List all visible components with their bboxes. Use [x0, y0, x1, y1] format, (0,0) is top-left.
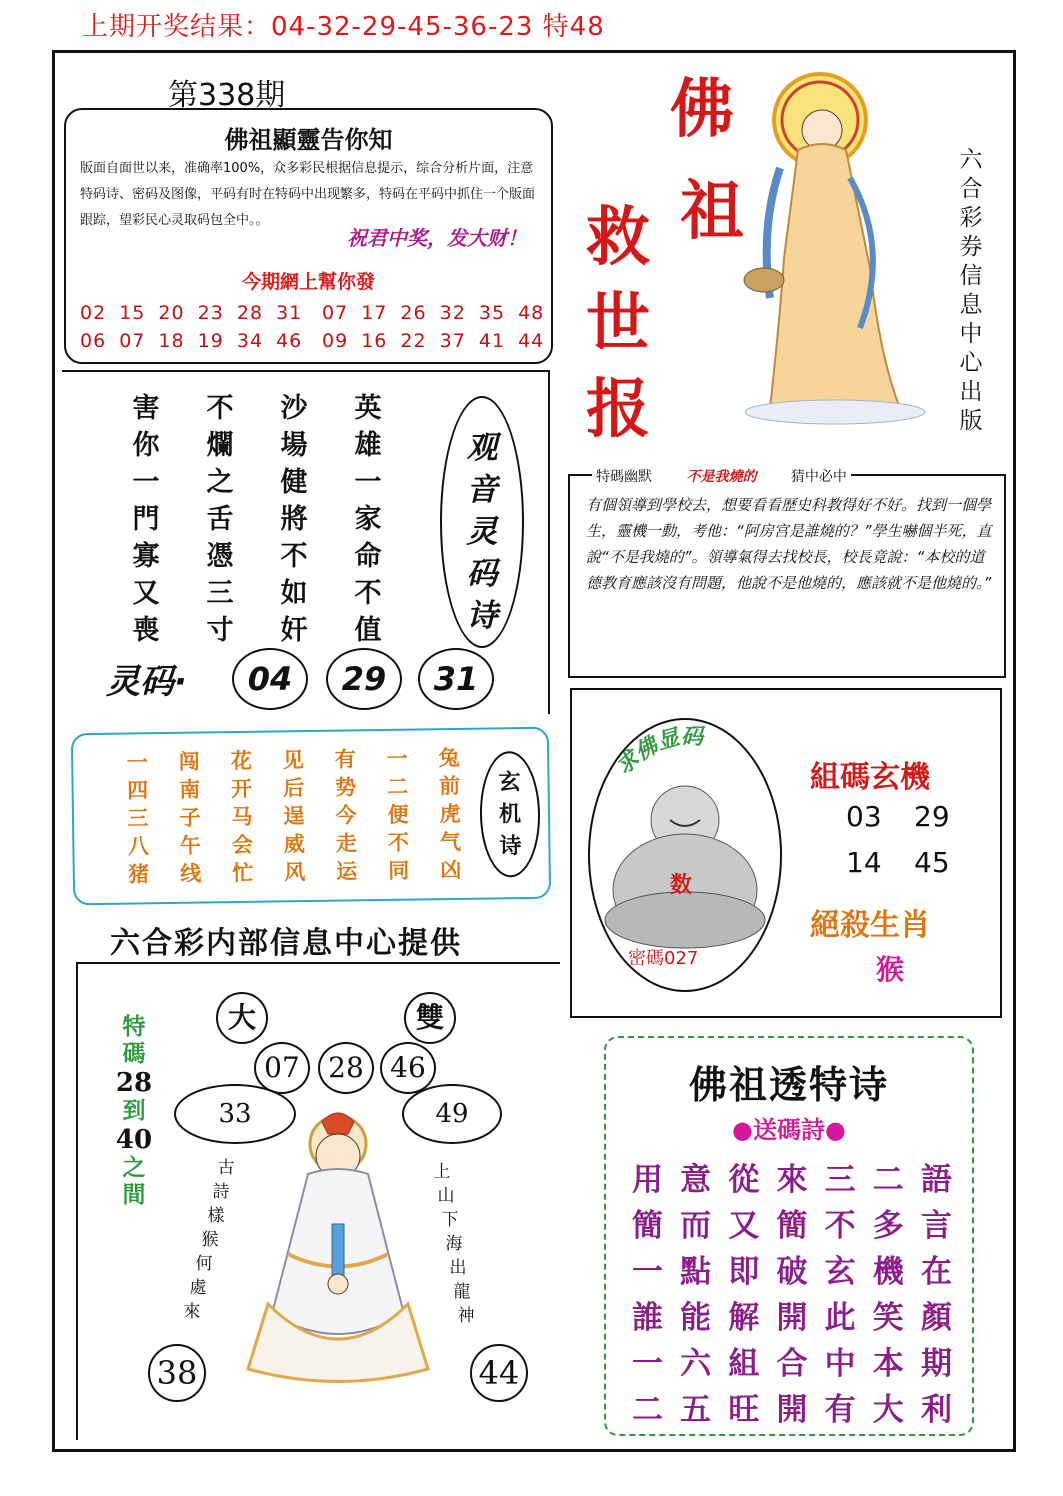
range-char: 28: [115, 1068, 153, 1098]
code-poem-char: 破: [776, 1254, 808, 1290]
xuanji-char: 走: [335, 831, 358, 856]
code-poem-char: 言: [920, 1208, 952, 1244]
verse-char: 古: [217, 1158, 235, 1178]
publisher-char: 息: [959, 292, 983, 318]
xuanji-char: 二: [386, 774, 409, 799]
xuanji-char: 猪: [128, 862, 150, 887]
side-label-char: 诗: [466, 598, 498, 634]
verse-char: 詩: [212, 1182, 230, 1202]
range-char: 到: [122, 1098, 146, 1124]
side-label-char: 码: [466, 556, 498, 592]
lingma-label: 灵码·: [106, 662, 187, 702]
title-char-jiu: 救: [586, 200, 650, 275]
verse-char: 處: [189, 1278, 207, 1298]
range-char: 碼: [122, 1041, 146, 1067]
side-label-char: 观: [466, 430, 498, 466]
code-poem-char: 此: [824, 1300, 856, 1336]
code-poem-char: 六: [680, 1346, 712, 1382]
publisher-char: 心: [959, 350, 983, 376]
poem-char: 英: [354, 393, 382, 424]
humor-box: [568, 469, 1006, 678]
notice-subtitle: 今期網上幫你發: [241, 271, 375, 293]
code-poem-char: 二: [872, 1162, 904, 1198]
code-poem-char: 有: [824, 1392, 856, 1428]
xuanji-char: 便: [387, 802, 409, 827]
code-poem-row: [632, 1338, 952, 1383]
xuanji-column: [327, 743, 365, 883]
verse-char: 猴: [201, 1230, 219, 1250]
corner-number-right: 44: [470, 1344, 528, 1402]
range-char: 間: [122, 1182, 146, 1208]
poem-char: 又: [132, 578, 160, 609]
humor-head-left: 特碼幽默: [596, 469, 652, 485]
code-poem-char: 多: [872, 1208, 904, 1244]
poem-char: 之: [206, 467, 234, 498]
code-poem-char: 合: [776, 1346, 808, 1382]
code-poem-char: 簡: [632, 1208, 663, 1244]
xuanji-char: 气: [439, 829, 462, 855]
range-char: 之: [122, 1155, 146, 1181]
xuanji-char: 后: [282, 776, 305, 801]
number-row-1-left: 02 15 20 23 28 31: [80, 302, 303, 324]
code-poem-row: [632, 1292, 952, 1337]
poem-char: 健: [280, 467, 308, 498]
combo-title: 組碼玄機: [810, 760, 930, 795]
poem-char: 家: [354, 504, 382, 535]
corner-number-left: 38: [148, 1344, 206, 1402]
laughing-buddha-box: [570, 688, 1002, 1018]
poem-char: 雄: [354, 430, 382, 461]
xuanji-column: [171, 745, 209, 885]
xuanji-char: 不: [387, 830, 410, 855]
notice-wish: 祝君中奖，发大财！: [347, 226, 527, 250]
lingma-number: 31: [418, 648, 494, 710]
buddha-oval: [588, 718, 782, 992]
xuanji-column: [431, 742, 469, 882]
code-poem-title: 佛祖透特诗: [688, 1063, 889, 1107]
title-char-shi: 世: [586, 286, 650, 361]
notice-box: [64, 108, 553, 364]
poem-char: 害: [132, 393, 160, 424]
xuanji-char: 一: [386, 746, 408, 771]
code-poem-char: 五: [680, 1392, 712, 1428]
code-poem-char: 中: [824, 1346, 856, 1382]
poem-char: 奸: [280, 615, 308, 646]
xuanji-char: 花: [230, 748, 252, 774]
xuanji-column: [379, 743, 417, 883]
arc-title: 求佛显码: [611, 724, 704, 780]
publisher-char: 合: [959, 176, 983, 202]
code-poem-char: 而: [680, 1208, 712, 1244]
poem-char: 門: [132, 504, 160, 535]
code-poem-row: [632, 1246, 952, 1291]
code-poem-char: 利: [920, 1392, 952, 1428]
code-poem-char: 旺: [728, 1392, 760, 1428]
combo-number: 14: [846, 846, 882, 879]
previous-draw-result: 上期开奖结果：04-32-29-45-36-23 特48: [82, 12, 605, 42]
xuanji-char: 午: [179, 833, 202, 858]
big-label: 大: [216, 992, 268, 1044]
poem-char: 命: [354, 541, 382, 572]
verse-char: 山: [437, 1186, 455, 1206]
verse-char: 神: [457, 1306, 475, 1326]
code-poem-char: 三: [824, 1162, 856, 1198]
verse-char: 海: [445, 1234, 463, 1254]
xuanji-char: 前: [438, 773, 461, 799]
xuanji-char: 见: [282, 748, 304, 773]
humor-head-right: 猜中必中: [790, 469, 847, 485]
kill-zodiac-title: 絕殺生肖: [810, 908, 930, 943]
code-poem-char: 從: [728, 1162, 760, 1198]
poem-char: 寡: [132, 541, 160, 572]
code-poem-char: 點: [680, 1254, 712, 1290]
title-char-fo: 佛: [670, 72, 734, 147]
xuanji-poem-label: [479, 751, 541, 878]
xuanji-char: 同: [388, 858, 410, 883]
code-poem-char: 語: [920, 1162, 952, 1198]
xuanji-char: 忙: [232, 860, 254, 886]
oval-number-right: 49: [402, 1084, 502, 1144]
xuanji-char: 线: [180, 861, 202, 886]
publisher-char: 版: [959, 408, 983, 434]
top-number: 07: [254, 1042, 310, 1094]
side-label-char: 诗: [499, 834, 522, 860]
poem-column-2: [200, 386, 240, 645]
double-label: 雙: [404, 992, 456, 1044]
code-poem-char: 即: [728, 1254, 760, 1290]
publisher-char: 彩: [959, 205, 983, 231]
lingma-number: 29: [326, 648, 402, 710]
xuanji-char: 马: [231, 804, 253, 830]
xuanji-column: [119, 746, 157, 886]
code-poem-row: [632, 1200, 952, 1245]
code-poem-char: 誰: [632, 1300, 663, 1336]
poem-char: 爛: [206, 430, 234, 461]
xuanji-char: 开: [230, 776, 253, 802]
poem-char: 沙: [280, 393, 308, 424]
xuanji-char: 兔: [438, 745, 460, 771]
verse-char: 上: [433, 1162, 451, 1182]
code-poem-char: 機: [872, 1254, 904, 1290]
combo-number: 03: [846, 800, 882, 833]
poem-char: 寸: [206, 615, 234, 646]
verse-char: 龍: [453, 1282, 471, 1302]
code-poem-row: [632, 1384, 952, 1429]
code-poem-char: 又: [728, 1208, 760, 1244]
xuanji-char: 闯: [178, 749, 200, 774]
poem-char: 將: [280, 504, 308, 535]
code-poem-char: 用: [632, 1162, 663, 1198]
poem-char: 不: [280, 541, 308, 572]
poem-char: 憑: [206, 541, 234, 572]
buddha-center-char: 数: [670, 873, 693, 898]
guanyin-numbers-box: [76, 962, 560, 1440]
publisher-char: 中: [959, 321, 983, 347]
guanyin-poem-box: [62, 370, 550, 714]
code-poem-char: 玄: [824, 1254, 856, 1290]
poem-char: 不: [206, 393, 234, 424]
title-char-zu: 祖: [680, 174, 744, 249]
code-poem-char: 不: [824, 1208, 856, 1244]
title-char-bao: 报: [586, 372, 650, 447]
verse-char: 下: [441, 1210, 459, 1230]
xuanji-char: 今: [335, 803, 357, 828]
code-poem-char: 一: [632, 1346, 663, 1382]
code-poem-char: 開: [776, 1300, 808, 1336]
standing-guanyin-illustration: [740, 68, 950, 428]
code-poem-char: 二: [632, 1392, 663, 1428]
verse-char: 來: [183, 1302, 201, 1322]
code-poem-row: [632, 1154, 952, 1199]
provider-text: 六合彩内部信息中心提供: [110, 926, 462, 961]
poem-column-1: [126, 386, 166, 645]
combo-number: 29: [914, 800, 950, 833]
top-number: 46: [380, 1042, 436, 1094]
range-char: 40: [115, 1125, 153, 1155]
poem-char: 如: [280, 578, 308, 609]
kill-zodiac-value: 猴: [876, 953, 905, 986]
humor-text: 有個領導到學校去，想要看看歷史科教得好不好。找到一個學生，靈機一動，考他：“阿房宫是誰燒的？”學生嚇個半死，直說“不是我燒的”。領導氣得去找校長，校長竟說：“本校的道德教育應該沒有問題，他說不是他燒的，應該就不是他燒的。”: [586, 496, 992, 592]
number-row-2-left: 06 07 18 19 34 46: [80, 330, 303, 352]
notice-title: 佛祖顯靈告你知: [224, 126, 393, 154]
xuanji-poem-box: [71, 727, 551, 906]
verse-char: 何: [195, 1254, 213, 1274]
code-poem-char: 期: [920, 1346, 952, 1382]
publisher-char: 出: [959, 379, 983, 405]
poem-column-3: [274, 386, 314, 645]
poem-char: 舌: [206, 504, 234, 535]
xuanji-char: 三: [127, 806, 149, 831]
side-label-char: 音: [466, 472, 498, 508]
code-poem-char: 簡: [776, 1208, 808, 1244]
secret-code: 密碼027: [628, 948, 699, 969]
xuanji-char: 子: [179, 805, 201, 830]
number-row-1-right: 07 17 26 32 35 48: [322, 302, 545, 324]
poem-char: 喪: [132, 615, 160, 646]
side-label-char: 玄: [498, 770, 521, 796]
oval-number-left: 33: [174, 1084, 296, 1144]
publisher-char: 券: [959, 234, 983, 260]
poem-char: 三: [206, 578, 234, 609]
code-poem-subtitle: ●送碼詩●: [732, 1116, 846, 1144]
poem-column-4: [348, 386, 388, 645]
side-label-char: 灵: [466, 514, 498, 550]
xuanji-column: [223, 745, 261, 885]
code-poem-char: 笑: [872, 1300, 904, 1336]
xuanji-char: 势: [334, 775, 357, 800]
code-poem-char: 能: [680, 1300, 712, 1336]
seated-guanyin-illustration: [228, 1104, 448, 1394]
verse-char: 樣: [207, 1206, 225, 1226]
publisher-char: 信: [959, 263, 983, 289]
combo-number: 45: [914, 846, 950, 879]
poem-char: 你: [132, 430, 160, 461]
xuanji-char: 凶: [440, 857, 462, 883]
xuanji-char: 威: [283, 832, 306, 857]
code-poem-char: 開: [776, 1392, 808, 1428]
code-poem-char: 意: [680, 1162, 712, 1198]
lingma-number: 04: [232, 648, 308, 710]
xuanji-char: 南: [178, 777, 201, 802]
range-char: 特: [122, 1014, 146, 1040]
code-poem-char: 來: [776, 1162, 808, 1198]
poem-char: 一: [354, 467, 382, 498]
title-vertical: [578, 195, 658, 453]
publisher-vertical: [956, 146, 986, 436]
verse-char: 出: [449, 1258, 467, 1278]
code-poem-char: 顏: [920, 1300, 952, 1336]
poem-char: 值: [354, 615, 382, 646]
issue-number: 第338期: [168, 78, 286, 113]
code-poem-char: 組: [728, 1346, 760, 1382]
xuanji-char: 四: [126, 778, 149, 803]
code-poem-char: 解: [728, 1300, 760, 1336]
special-code-range: [114, 1014, 154, 1209]
xuanji-char: 风: [284, 860, 306, 885]
top-number: 28: [318, 1042, 374, 1094]
code-poem-box: [604, 1036, 974, 1436]
code-poem-char: 一: [632, 1254, 663, 1290]
xuanji-char: 有: [334, 747, 356, 772]
code-poem-char: 在: [920, 1254, 952, 1290]
xuanji-char: 虎: [439, 801, 461, 827]
guanyin-poem-label: [440, 396, 524, 648]
poem-char: 一: [132, 467, 160, 498]
publisher-char: 六: [959, 147, 983, 173]
side-label-char: 机: [498, 802, 522, 828]
code-poem-char: 本: [872, 1346, 904, 1382]
xuanji-char: 逞: [283, 804, 305, 829]
xuanji-char: 运: [336, 859, 358, 884]
poem-char: 場: [280, 430, 308, 461]
humor-header: [592, 466, 851, 486]
number-row-2-right: 09 16 22 37 41 44: [322, 330, 545, 352]
xuanji-column: [275, 744, 313, 884]
xuanji-char: 会: [231, 832, 254, 858]
code-poem-char: 大: [872, 1392, 904, 1428]
poem-char: 不: [354, 578, 382, 609]
xuanji-char: 一: [126, 750, 148, 775]
notice-body: 版面自面世以来，准确率100%，众多彩民根据信息提示，综合分析片面，注意特码诗、密码及图像，平码有时在特码中出现繁多，特码在平码中抓住一个版面跟踪，望彩民心灵取码包全中。。: [80, 161, 536, 228]
xuanji-char: 八: [127, 834, 150, 859]
humor-head-mid: 不是我燒的: [686, 469, 757, 485]
